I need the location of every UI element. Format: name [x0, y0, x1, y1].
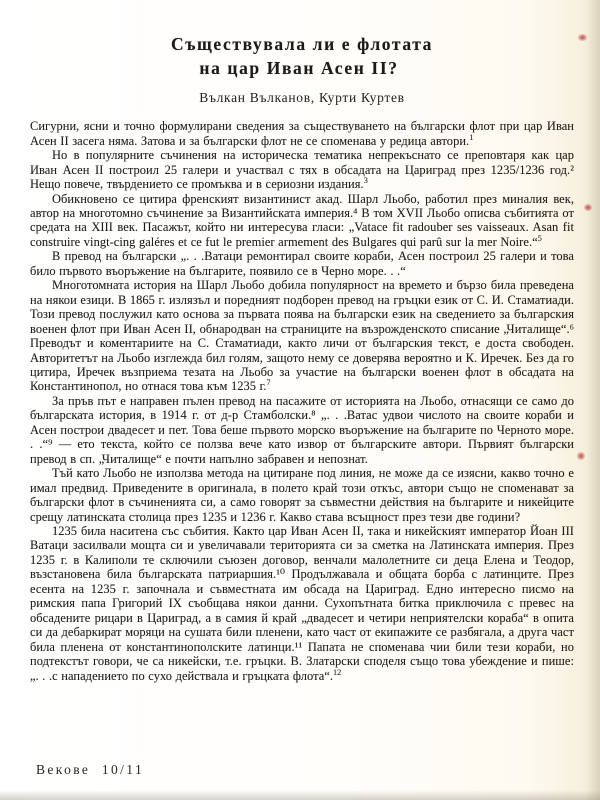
- paragraph: За пръв път е направен пълен превод на пасажите от историята на Льобо, отнасящи се само до българската история, в 1914 г. от д-р Стамболски.⁸ „. . .Ватас удвои числото на своите кораби и Асен построи двадесет и пет. Това беше първото морско въоръжение на българите по Черното море. . .“⁹ — ето текста, който се ползва вече като извор от българските автори. Първият български превод в сп. „Читалище“ е почти напълно забравен и непознат.: [30, 393, 574, 466]
- paragraph: Многотомната история на Шарл Льобо добила популярност на времето и бързо била преведена на някои езици. В 1865 г. излязъл и поредният подборен превод на гръцки език от С. И. Стаматиади. Този превод послужил като основа за първата поява на български език на сведението за българския военен флот при Иван Асен II, обнародван на страниците на възрожденското списание „Читалище“.⁶ Преводът и коментариите на С. Стаматиади, както личи от българския текст, е доста свободен. Авторитетът на Льобо изглежда бил голям, защото нему се доверява вероятно и К. Иречек. Без да го цитира, Иречек възприема тезата на Льобо за участие на български военен флот в обсадата на Константинопол, но отнася това към 1235 г.$^7$: [30, 278, 574, 394]
- page-footer: Векове 10/11: [36, 762, 145, 777]
- byline-authors: Вълкан Вълканов, Курти Куртев: [199, 90, 405, 106]
- footnote-marker: 3: [363, 175, 368, 185]
- paragraph: Но в популярните съчинения на историческа тематика непрекъснато се преповтаря как цар Иван Асен II построил 25 галери и участвал с тях в обсадата на Цариград през 1235/1236 год.² Нещо повече, твърдението се промъква и в сериозни издания.$^3$: [30, 148, 574, 192]
- footnote-marker: 12: [333, 667, 342, 677]
- paragraph: Тъй като Льобо не използва метода на цитиране под линия, не може да се изясни, какво точно е имал предвид. Приведените в оригинала, в полето край този откъс, автори също не споменават за български флот в съчиненията си, а само говорят за съвместни действия на българите и никейците срещу латинската столица през 1235 и 1236 г. Какво става всъщност през тези две години?: [30, 466, 574, 524]
- article-body: [30, 119, 574, 683]
- paragraph: 1235 била наситена със събития. Както цар Иван Асен II, така и никейският император Йоан III Ватаци засилвали мощта си и увеличавали територията си за сметка на Латинската империя. През 1235 г. в Калиполи те сключили съюзен договор, венчали малолетните си деца Елена и Теодор, възстановена била българската патриаршия.¹⁰ Продължавала и общата борба с латинците. През есента на 1235 г. започнала и съвместната им обсада на Цариград. Едно интересно писмо на римския папа Григорий IX съобщава някои данни. Сухопътната битка приключила с превес на обсадените рицари в Цариград, а в самия й край „двадесет и четири неприятелски кораба“ в опита си да дебаркират моряци на сушата били пленени, като част от екипажите се разбягала, а друга част била пленена от константинополските латинци.¹¹ Папата не споменава чии били тези кораби, но подтекстът говори, че са никейски, т.е. гръцки. В. Златарски споделя също това убеждение и пише: „. . .с нападението по сухо действала и гръцката флота“.$^{12}$: [30, 523, 574, 683]
- page-title: [30, 32, 574, 80]
- footnote-marker: 7: [266, 378, 271, 388]
- paragraph: В превод на български „. . .Ватаци ремонтирал своите кораби, Асен построил 25 галери и това било първото въоръжение на българите, появило се в Черно море. . .“: [30, 249, 574, 278]
- paragraph: Обикновено се цитира френският византинист акад. Шарл Льобо, работил през миналия век, автор на многотомно съчинение за Византийската империя.⁴ В том XVII Льобо описва събитията от средата на XIII век. Пасажът, който ни интересува гласи: „Vatace fit radouber ses vaisseaux. Asan fit construire vingt-cing galéres et ce fut le premier armement des Bulgares qui parû sur la mer Noire.“$^5$: [30, 191, 574, 249]
- page-title-line-1: Съществувала ли е флотата: [171, 34, 433, 54]
- paragraph: Сигурни, ясни и точно формулирани сведения за съществуването на български флот при цар Иван Асен II засега няма. Затова и за български флот не се споменава у редица автори.$^1$: [30, 119, 574, 148]
- scan-edge-shadow-bottom: [0, 790, 600, 800]
- footnote-marker: 5: [537, 233, 542, 243]
- page-title-line-2: на цар Иван Асен II?: [199, 58, 399, 79]
- footnote-marker: 1: [469, 132, 474, 142]
